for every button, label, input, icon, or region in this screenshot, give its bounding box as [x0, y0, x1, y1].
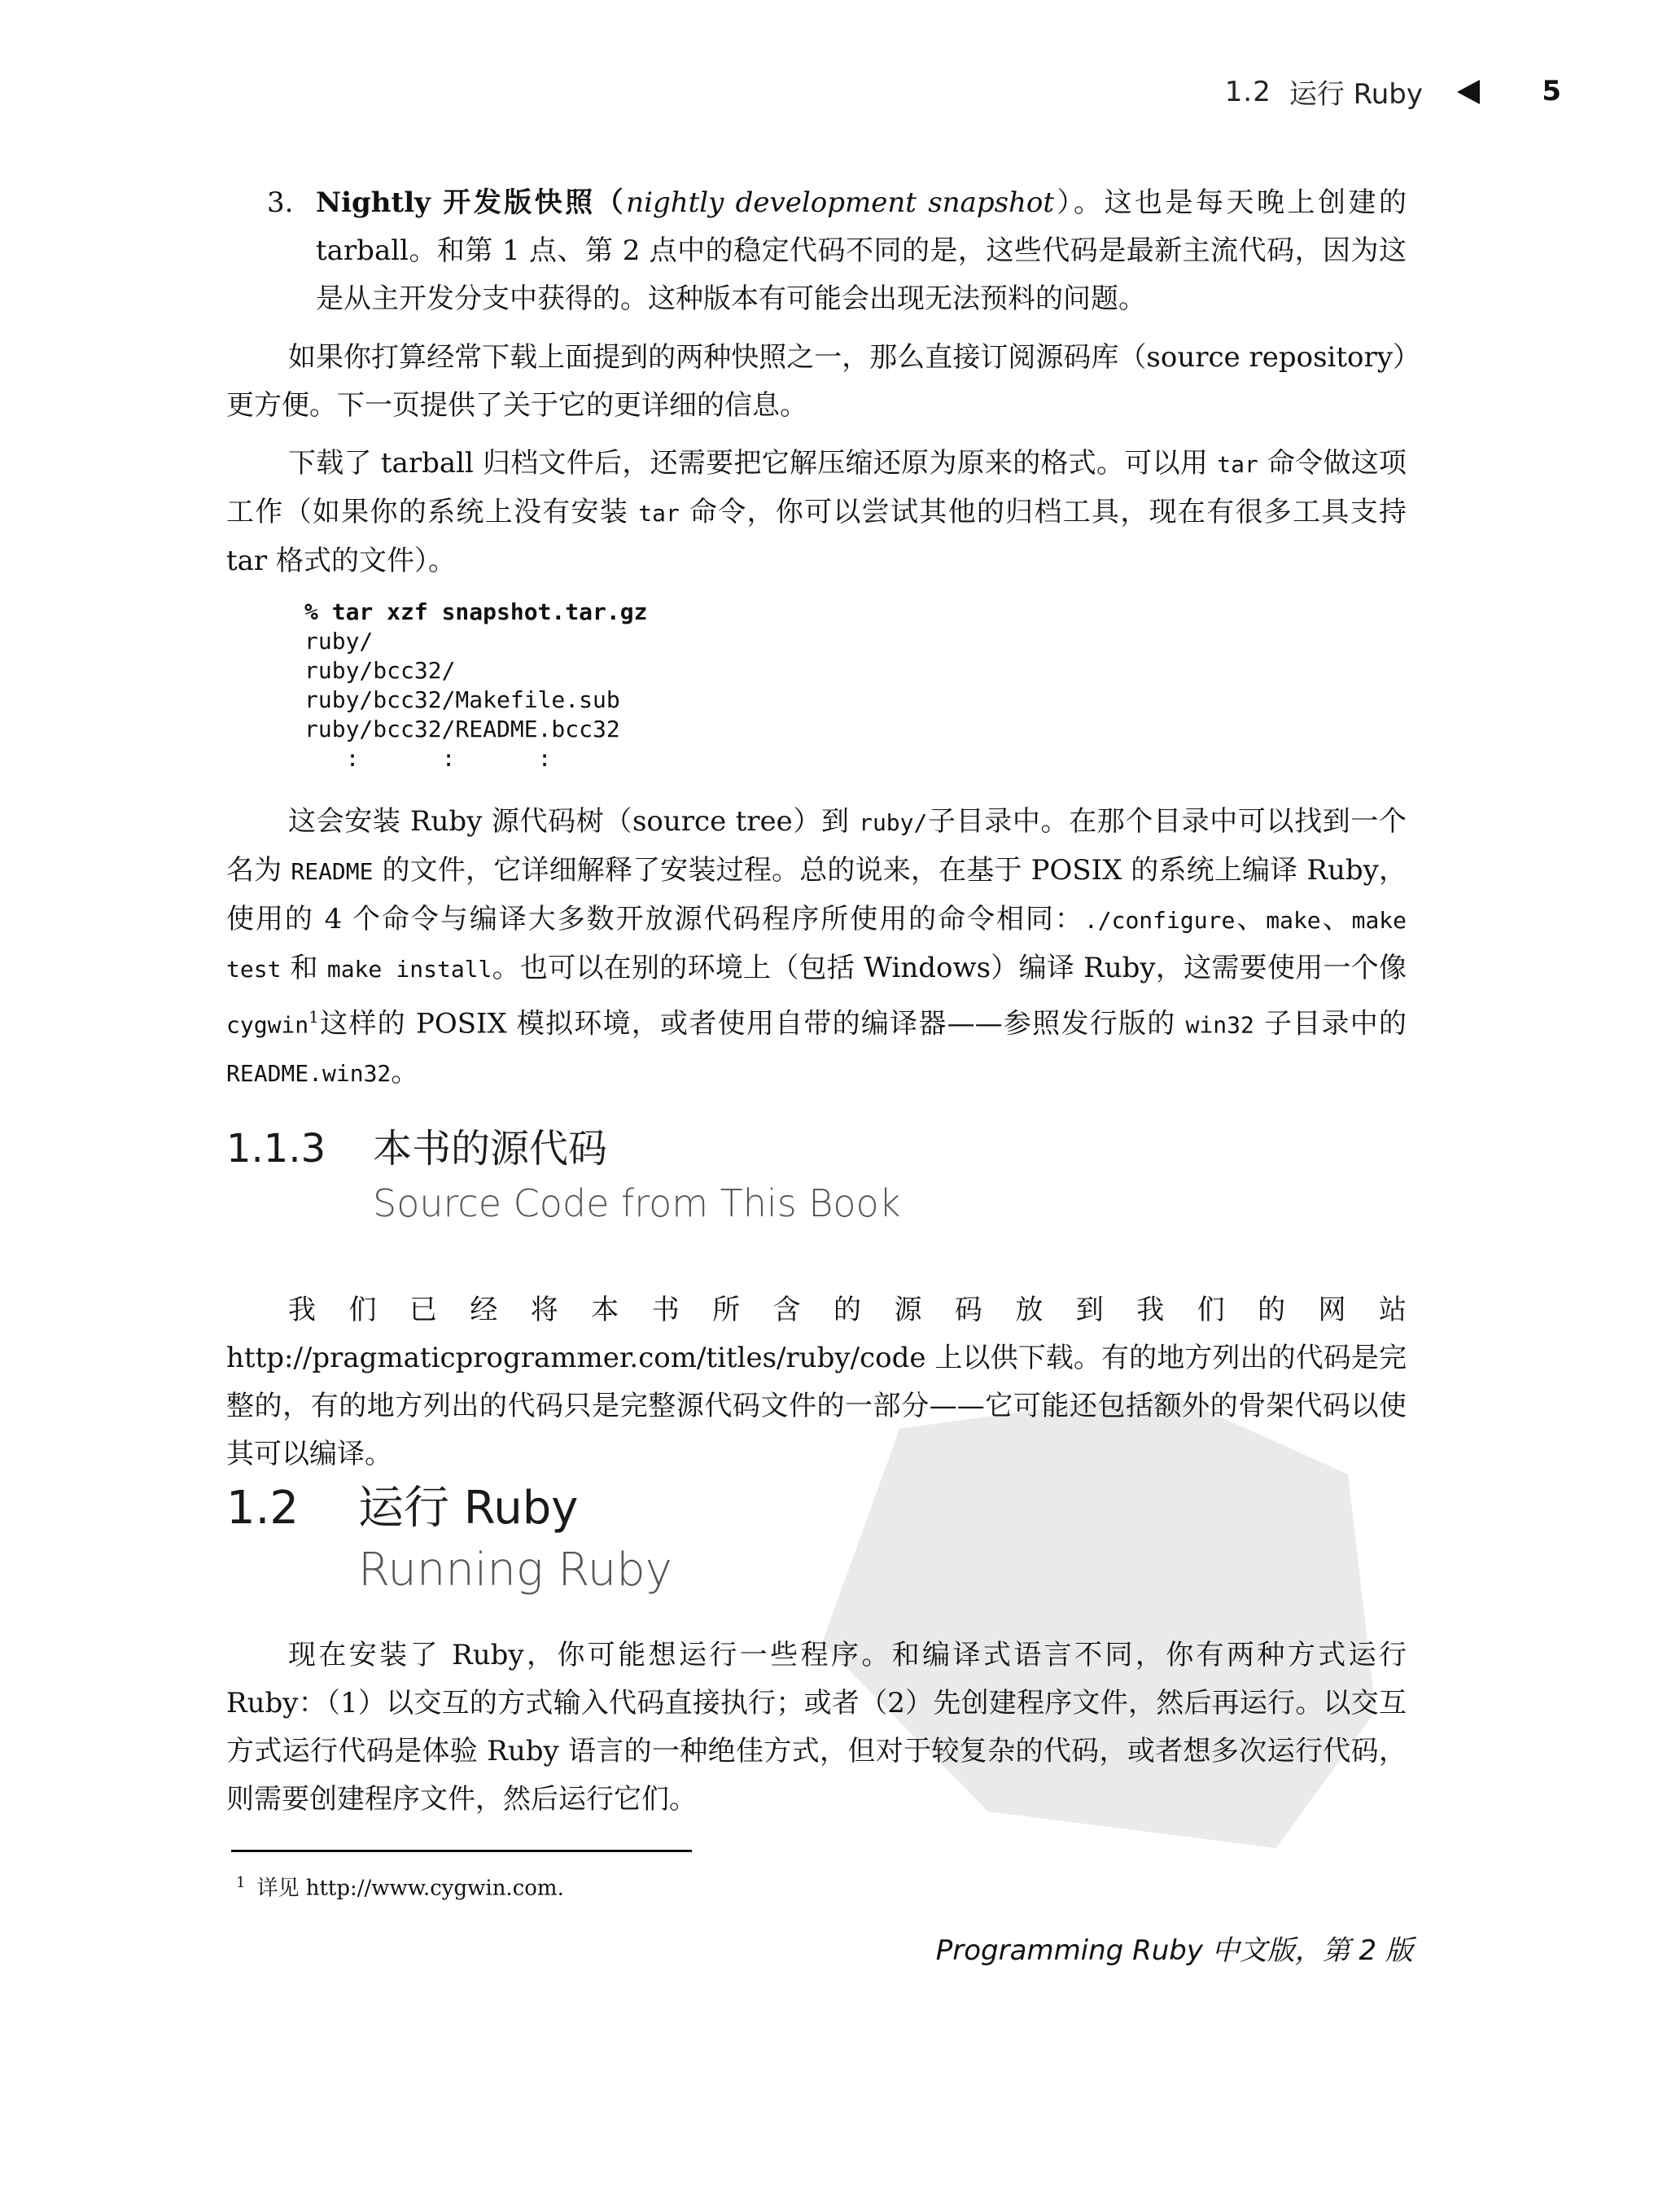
- list-item-3: [267, 179, 1407, 323]
- text-run: 、: [1235, 903, 1267, 935]
- book-title-footer: Programming Ruby 中文版，第 2 版: [935, 1934, 1413, 1967]
- paragraph-source-code: 我们已经将本书所含的源码放到我们的网站 http://pragmaticprogrammer.com/titles/ruby/code 上以供下载。有的地方列出的代码是完整的，有的地方列出的代码只是完整源代码文件的一部分——它可能还包括额外的骨架代码以使其可以编译。: [226, 1294, 1407, 1470]
- section-number: 1.2: [226, 1482, 300, 1535]
- section-heading-1-1-3: [226, 1117, 900, 1225]
- inline-code: make: [1266, 907, 1321, 934]
- text-run: 和: [281, 952, 327, 984]
- footnote-text: 详见 http://www.cygwin.com.: [256, 1876, 564, 1901]
- inline-code: win32: [1185, 1011, 1254, 1039]
- text-run: 。也可以在别的环境上（包括 Windows）编译 Ruby，这需要使用一个像: [492, 952, 1407, 984]
- list-item-italic: nightly development snapshot: [626, 186, 1055, 219]
- inline-code: make test: [226, 907, 1407, 983]
- paragraph-source-tree: [226, 798, 1407, 1097]
- list-item-body: [267, 179, 1407, 323]
- section-heading-1-2: [226, 1472, 672, 1597]
- list-item-term: Nightly 开发版快照（: [316, 186, 627, 219]
- text-run: 命令，你可以尝试其他的归档工具，现在有很多工具支持 tar 格式的文件）。: [226, 496, 1407, 577]
- list-item-text: ）。这也是每天晚上创建的 tarball。和第 1 点、第 2 点中的稳定代码不同的是，这些代码是最新主流代码，因为这是从主开发分支中获得的。这种版本有可能会出现无法预料的问题。: [316, 186, 1407, 315]
- text-run: 子目录中。在那个目录中可以找到一个名为: [226, 805, 1407, 887]
- paragraph-snapshots: 如果你打算经常下载上面提到的两种快照之一，那么直接订阅源码库（source repository）更方便。下一页提供了关于它的更详细的信息。: [226, 341, 1407, 422]
- code-block: [304, 598, 647, 773]
- text-run: 的文件，它详细解释了安装过程。总的说来，在基于 POSIX 的系统上编译 Ruby，使用的 4 个命令与编译大多数开放源代码程序所使用的命令相同：: [226, 854, 1407, 935]
- text-run: 这会安装 Ruby 源代码树（source tree）到: [288, 805, 860, 838]
- list-item-number: 3.: [267, 186, 294, 219]
- text-run: 子目录中的: [1254, 1007, 1407, 1040]
- section-title-en: Running Ruby: [358, 1544, 672, 1597]
- running-header: [1225, 72, 1480, 112]
- inline-code: make install: [326, 956, 492, 983]
- section-number: 1.1.3: [226, 1126, 326, 1172]
- text-run: 下载了 tarball 归档文件后，还需要把它解压缩还原为原来的格式。可以用: [288, 447, 1218, 480]
- code-output: ruby/ ruby/bcc32/ ruby/bcc32/Makefile.sub ruby/bcc32/README.bcc32 : : :: [304, 628, 620, 772]
- paragraph-tarball: [226, 440, 1407, 585]
- paragraph-running-ruby: 现在安装了 Ruby，你可能想运行一些程序。和编译式语言不同，你有两种方式运行 Ruby：（1）以交互的方式输入代码直接执行；或者（2）先创建程序文件，然后再运行。以交互方式运行代码是体验 Ruby 语言的一种绝佳方式，但对于较复杂的代码，或者想多次运行代码，则需要创建程序文件，然后运行它们。: [226, 1639, 1407, 1816]
- footnote: [236, 1867, 564, 1905]
- footnote-ref[interactable]: 1: [308, 1007, 319, 1027]
- inline-code: README: [291, 858, 374, 885]
- code-command: % tar xzf snapshot.tar.gz: [304, 598, 648, 625]
- header-section-title: 运行 Ruby: [1289, 78, 1423, 111]
- triangle-left-icon: [1457, 80, 1480, 104]
- inline-code: tar: [1217, 451, 1258, 478]
- page-number: 5: [1542, 75, 1561, 107]
- text-run: 。: [391, 1056, 419, 1089]
- section-title-en: Source Code from This Book: [373, 1181, 901, 1225]
- inline-code: ruby/: [859, 809, 928, 836]
- inline-code: README.win32: [226, 1060, 392, 1088]
- footnote-divider: [231, 1850, 692, 1852]
- footnote-marker: 1: [236, 1874, 246, 1891]
- section-title-cn: 运行 Ruby: [358, 1482, 579, 1535]
- inline-code: cygwin: [226, 1011, 309, 1039]
- text-run: 命令做这项工作（如果你的系统上没有安装: [226, 447, 1407, 528]
- inline-code: ./configure: [1083, 907, 1236, 934]
- header-section-number: 1.2: [1224, 75, 1271, 108]
- inline-code: tar: [638, 500, 680, 527]
- section-title-cn: 本书的源代码: [373, 1126, 608, 1172]
- text-run: 这样的 POSIX 模拟环境，或者使用自带的编译器——参照发行版的: [318, 1007, 1186, 1040]
- text-run: 、: [1320, 903, 1352, 935]
